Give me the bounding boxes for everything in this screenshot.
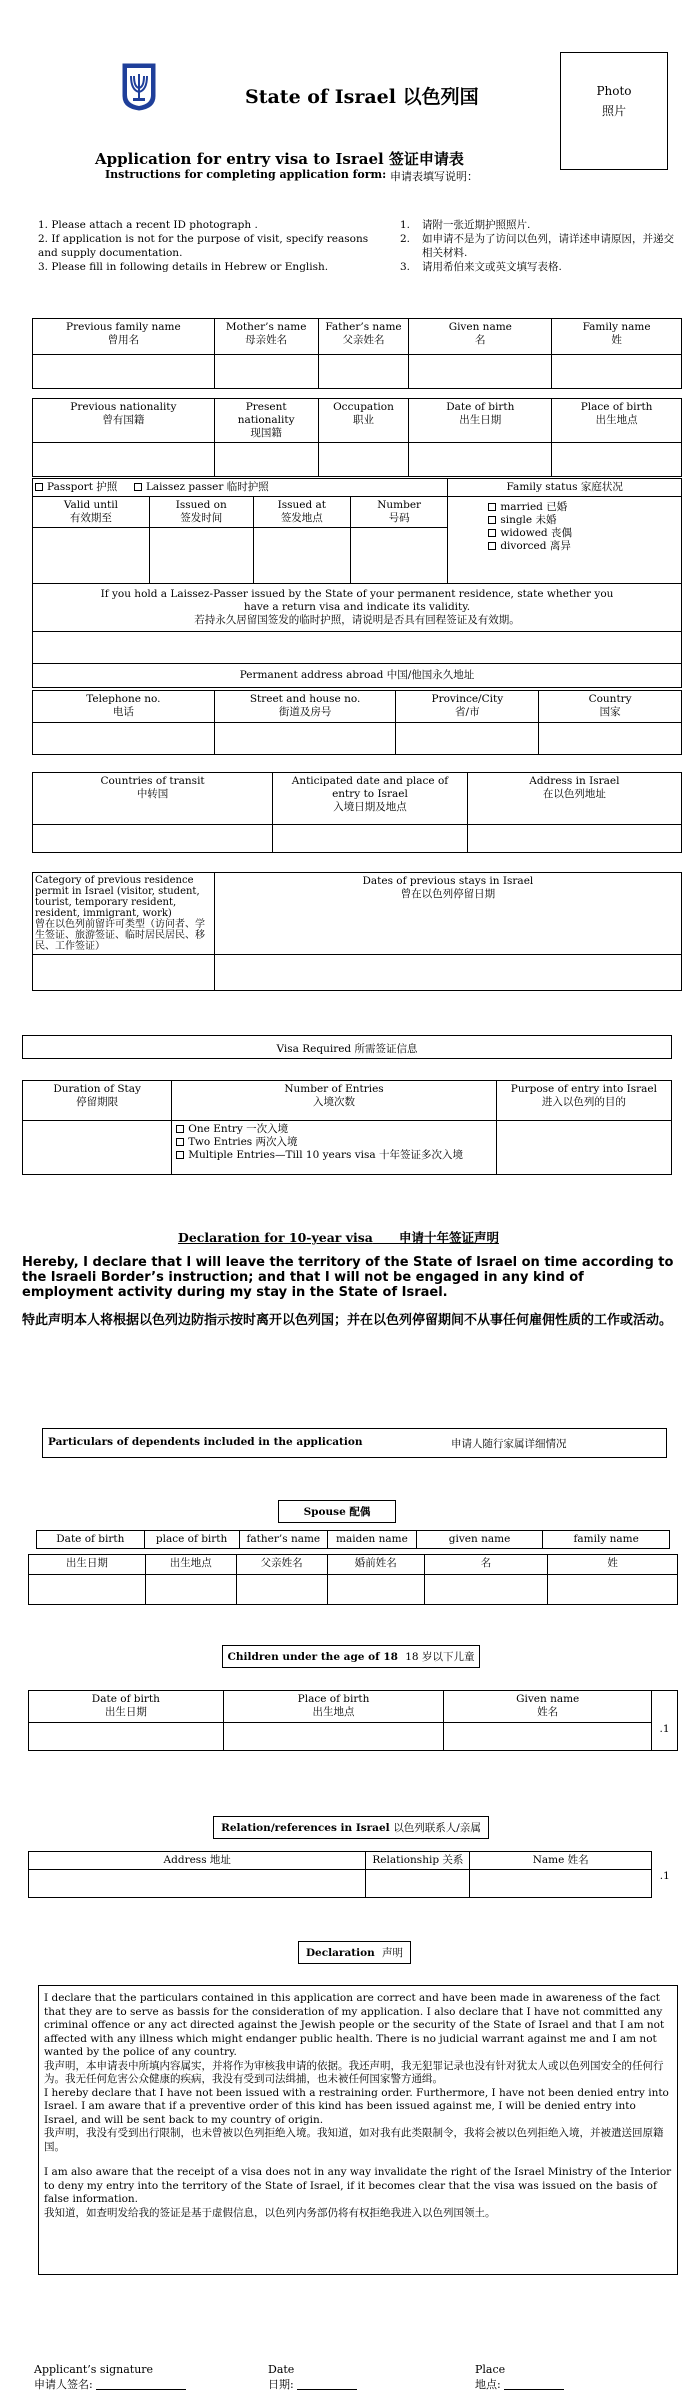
purpose-field[interactable] xyxy=(496,1121,671,1175)
header-cell: Purpose of entry into Israel 进入以色列的目的 xyxy=(496,1081,671,1121)
spouse-header-cell: family name xyxy=(543,1531,670,1549)
header-cell: Valid until 有效期至 xyxy=(33,497,150,528)
spouse-header-cell: given name xyxy=(416,1531,543,1549)
spouse-pob-field[interactable] xyxy=(145,1575,236,1605)
address-in-israel-field[interactable] xyxy=(467,825,681,853)
residence-category-field[interactable] xyxy=(33,955,215,991)
spouse-header-cell-cn: 父亲姓名 xyxy=(236,1555,327,1575)
telephone-field[interactable] xyxy=(33,723,215,755)
residence-table xyxy=(32,872,682,991)
laissez-return-visa-field[interactable] xyxy=(33,632,682,664)
valid-until-field[interactable] xyxy=(33,528,150,584)
spouse-header-cell-cn: 名 xyxy=(424,1555,547,1575)
child-pob-field[interactable] xyxy=(223,1723,444,1751)
header-cell: Previous family name 曾用名 xyxy=(33,319,215,355)
personal-names-table xyxy=(32,318,682,389)
children-title: Children under the age of 18 18 岁以下儿童 xyxy=(222,1645,480,1668)
header-cell: Given name 名 xyxy=(409,319,552,355)
header-cell: Telephone no. 电话 xyxy=(33,691,215,723)
multiple-entries-checkbox[interactable] xyxy=(176,1151,184,1159)
relation-relationship-field[interactable] xyxy=(366,1870,470,1898)
header-cell: Father’s name 父亲姓名 xyxy=(318,319,409,355)
header-cell: Previous nationality 曾有国籍 xyxy=(33,399,215,443)
passport-table xyxy=(32,478,682,688)
place-of-birth-field[interactable] xyxy=(552,443,682,477)
declaration-p1-cn: 我声明，本申请表中所填内容属实，并将作为审核我申请的依据。我还声明，我无犯罪记录也没有针对犹太人或以色列国安全的任何行为。我无任何危害公众健康的疾病，我没有受到司法缉捕，也未被任何国家警方通缉。 xyxy=(44,2059,664,2085)
duration-field[interactable] xyxy=(23,1121,172,1175)
header-cell: Place of birth 出生地点 xyxy=(223,1691,444,1723)
married-checkbox[interactable] xyxy=(488,503,496,511)
relation-address-field[interactable] xyxy=(29,1870,366,1898)
declaration-10yr-text-cn: 特此声明本人将根据以色列边防指示按时离开以色列国；并在以色列停留期间不从事任何雇佣性质的工作或活动。 xyxy=(22,1313,673,1328)
header-cell: Address in Israel 在以色列地址 xyxy=(467,773,681,825)
relation-name-field[interactable] xyxy=(470,1870,652,1898)
photo-label-cn: 照片 xyxy=(601,104,626,118)
issued-at-field[interactable] xyxy=(253,528,350,584)
declaration-10yr-title: Declaration for 10-year visa 申请十年签证声明 xyxy=(178,1230,500,1245)
header-cell: Address 地址 xyxy=(29,1852,366,1870)
header-cell: Name 姓名 xyxy=(470,1852,652,1870)
spouse-header-cell: father’s name xyxy=(239,1531,328,1549)
child-name-field[interactable] xyxy=(444,1723,652,1751)
israel-emblem-icon xyxy=(120,62,158,112)
entry-date-place-field[interactable] xyxy=(273,825,468,853)
spouse-header-cell-cn: 姓 xyxy=(548,1555,678,1575)
header-cell: Issued on 签发时间 xyxy=(149,497,253,528)
spouse-header-cell-cn: 出生日期 xyxy=(29,1555,146,1575)
previous-family-name-field[interactable] xyxy=(33,355,215,389)
header-cell: Issued at 签发地点 xyxy=(253,497,350,528)
occupation-field[interactable] xyxy=(318,443,409,477)
declaration-p3-cn: 我知道，如查明发给我的签证是基于虚假信息，以色列内务部仍将有权拒绝我进入以色列国领土。 xyxy=(44,2206,496,2219)
spouse-title: Spouse 配偶 xyxy=(278,1500,396,1523)
header-cell: Occupation 职业 xyxy=(318,399,409,443)
present-nationality-field[interactable] xyxy=(214,443,318,477)
issued-on-field[interactable] xyxy=(149,528,253,584)
widowed-checkbox[interactable] xyxy=(488,529,496,537)
applicant-signature-field[interactable] xyxy=(96,2378,186,2390)
spouse-header-cell: place of birth xyxy=(144,1531,239,1549)
spouse-header-cell-cn: 出生地点 xyxy=(145,1555,236,1575)
relations-table xyxy=(28,1851,678,1898)
spouse-maiden-field[interactable] xyxy=(327,1575,424,1605)
declaration-box xyxy=(38,1985,678,2275)
header-cell: Place of birth 出生地点 xyxy=(552,399,682,443)
spouse-header-cell: Date of birth xyxy=(37,1531,145,1549)
visa-details-table xyxy=(22,1080,672,1175)
permanent-address-header: Permanent address abroad 中国/他国永久地址 xyxy=(33,664,682,688)
visa-required-header: Visa Required 所需签证信息 xyxy=(22,1035,672,1059)
declaration-title: Declaration 声明 xyxy=(298,1941,411,1964)
instruction-item-cn: 请用希伯来文或英文填写表格. xyxy=(422,261,562,273)
signature-date: Date 日期: xyxy=(268,2362,357,2392)
declaration-p3-en: I am also aware that the receipt of a visa does not in any way invalidate the right of the Israel Ministry of the Interior to deny my entry into the territory of the State of Israel, if it becomes clear that the visa was issued on the basis of false information. xyxy=(44,2166,672,2205)
signature-place: Place 地点: xyxy=(475,2362,564,2392)
spouse-header-cell: maiden name xyxy=(328,1531,417,1549)
applicant-signature: Applicant’s signature 申请人签名: xyxy=(34,2362,186,2392)
family-status-header: Family status 家庭状况 xyxy=(448,479,682,497)
family-name-field[interactable] xyxy=(552,355,682,389)
laissez-note: If you hold a Laissez-Passer issued by the State of your permanent residence, state whether you have a return visa and indicate its validity. 若持永久居留国签发的临时护照，请说明是否具有回程签证及有效期。 xyxy=(33,584,682,632)
header-cell: Province/City 省/市 xyxy=(396,691,539,723)
children-table xyxy=(28,1690,678,1751)
child-dob-field[interactable] xyxy=(29,1723,224,1751)
instruction-item: 2. If application is not for the purpose of visit, specify reasons and supply documentation. xyxy=(38,233,369,259)
country-field[interactable] xyxy=(539,723,682,755)
instruction-item: 3. Please fill in following details in Hebrew or English. xyxy=(38,261,329,273)
family-status-options: married 已婚 single 未婚 widowed 丧偶 divorced 离异 xyxy=(448,497,682,584)
spouse-table xyxy=(36,1530,670,1549)
date-field[interactable] xyxy=(297,2378,357,2390)
instructions-heading: Instructions for completing application form: xyxy=(105,168,387,181)
transit-table xyxy=(32,772,682,853)
dependents-header: Particulars of dependents included in the application 申请人随行家属详细情况 xyxy=(42,1428,667,1458)
laissez-checkbox[interactable] xyxy=(134,483,142,491)
entries-options: One Entry 一次入境 Two Entries 两次入境 Multiple Entries—Till 10 years visa 十年签证多次入境 xyxy=(172,1121,497,1175)
photo-label: Photo xyxy=(596,84,632,98)
mothers-name-field[interactable] xyxy=(214,355,318,389)
previous-nationality-field[interactable] xyxy=(33,443,215,477)
application-title: Application for entry visa to Israel 签证申请表 xyxy=(95,150,464,168)
header-cell: Countries of transit 中转国 xyxy=(33,773,273,825)
transit-countries-field[interactable] xyxy=(33,825,273,853)
province-city-field[interactable] xyxy=(396,723,539,755)
spouse-table-cn xyxy=(28,1554,678,1605)
header-cell: Country 国家 xyxy=(539,691,682,723)
header-cell: Family name 姓 xyxy=(552,319,682,355)
instructions-heading-cn: 申请表填写说明： xyxy=(390,170,478,183)
header-cell: Duration of Stay 停留期限 xyxy=(23,1081,172,1121)
address-table xyxy=(32,690,682,755)
instruction-item-cn: 请附一张近期护照照片. xyxy=(422,219,531,231)
instruction-item: 1. Please attach a recent ID photograph . xyxy=(38,219,258,231)
header-cell: Given name 姓名 xyxy=(444,1691,652,1723)
street-field[interactable] xyxy=(214,723,396,755)
declaration-p1-en: I declare that the particulars contained in this application are correct and have been made in awareness of the fact that they are to serve as bassis for the consideration of my application. I also declare that I have not committed any criminal offence or any act directed against the Jewish people or the security of the State of Israel and that I am not affected with any illness which might endanger public health. There is no judicial warrant against me and I am not wanted by the police of any country. xyxy=(44,1992,665,2058)
instructions-en xyxy=(38,218,378,274)
declaration-10yr-text-en: Hereby, I declare that I will leave the territory of the State of Israel on time according to the Israeli Border’s instruction; and that I will not be engaged in any kind of employment activity during my stay in the State of Israel. xyxy=(22,1255,674,1300)
header-cell: Mother’s name 母亲姓名 xyxy=(214,319,318,355)
instruction-item-cn: 如申请不是为了访问以色列，请详述申请原因，并递交相关材料. xyxy=(422,233,674,259)
header-cell: Number 号码 xyxy=(350,497,447,528)
row-number: .1 xyxy=(652,1723,678,1751)
spouse-dob-field[interactable] xyxy=(29,1575,146,1605)
header-cell: Dates of previous stays in Israel 曾在以色列停留日期 xyxy=(214,873,681,955)
header-cell: Present nationality 现国籍 xyxy=(214,399,318,443)
header-cell: Number of Entries 入境次数 xyxy=(172,1081,497,1121)
header-cell: Anticipated date and place of entry to Israel 入境日期及地点 xyxy=(273,773,468,825)
header-cell: Date of birth 出生日期 xyxy=(29,1691,224,1723)
divorced-checkbox[interactable] xyxy=(488,542,496,550)
instruction-num: 2. xyxy=(400,233,411,245)
date-of-birth-field[interactable] xyxy=(409,443,552,477)
photo-box[interactable] xyxy=(560,52,668,170)
passport-checkbox[interactable] xyxy=(35,483,43,491)
instructions-cn xyxy=(400,218,680,274)
single-checkbox[interactable] xyxy=(488,516,496,524)
header-cell: Street and house no. 街道及房号 xyxy=(214,691,396,723)
spouse-header-cell-cn: 婚前姓名 xyxy=(327,1555,424,1575)
spouse-family-field[interactable] xyxy=(548,1575,678,1605)
previous-stays-field[interactable] xyxy=(214,955,681,991)
place-field[interactable] xyxy=(504,2378,564,2390)
passport-number-field[interactable] xyxy=(350,528,447,584)
spouse-given-field[interactable] xyxy=(424,1575,547,1605)
passport-type-row: Passport 护照 Laissez passer 临时护照 xyxy=(33,479,448,497)
instruction-num: 1. xyxy=(400,219,411,231)
page-title: State of Israel 以色列国 xyxy=(245,86,479,108)
fathers-name-field[interactable] xyxy=(318,355,409,389)
declaration-p2-cn: 我声明，我没有受到出行限制，也未曾被以色列拒绝入境。我知道，如对我有此类限制令，我将会被以色列拒绝入境，并被遣送回原籍国。 xyxy=(44,2127,664,2153)
nationality-table xyxy=(32,398,682,477)
row-number: .1 xyxy=(659,1869,670,1882)
relations-title: Relation/references in Israel 以色列联系人/亲属 xyxy=(213,1816,489,1839)
two-entries-checkbox[interactable] xyxy=(176,1138,184,1146)
spouse-father-field[interactable] xyxy=(236,1575,327,1605)
header-cell: Date of birth 出生日期 xyxy=(409,399,552,443)
declaration-p2-en: I hereby declare that I have not been issued with a restraining order. Furthermore, I have not been denied entry into Israel. I am aware that if a preventive order of this kind has been issued against me, I will be denied entry into Israel, and will be sent back to my country of origin. xyxy=(44,2086,669,2126)
header-cell: Relationship 关系 xyxy=(366,1852,470,1870)
header-cell: Category of previous residence permit in Israel (visitor, student, tourist, temporary resident, resident, immigrant, work) 曾在以色列前留许可类型（访问者、学生签证、旅游签证、临时居民居民、移民、工作签证） xyxy=(33,873,215,955)
instruction-num: 3. xyxy=(400,261,411,273)
one-entry-checkbox[interactable] xyxy=(176,1125,184,1133)
given-name-field[interactable] xyxy=(409,355,552,389)
